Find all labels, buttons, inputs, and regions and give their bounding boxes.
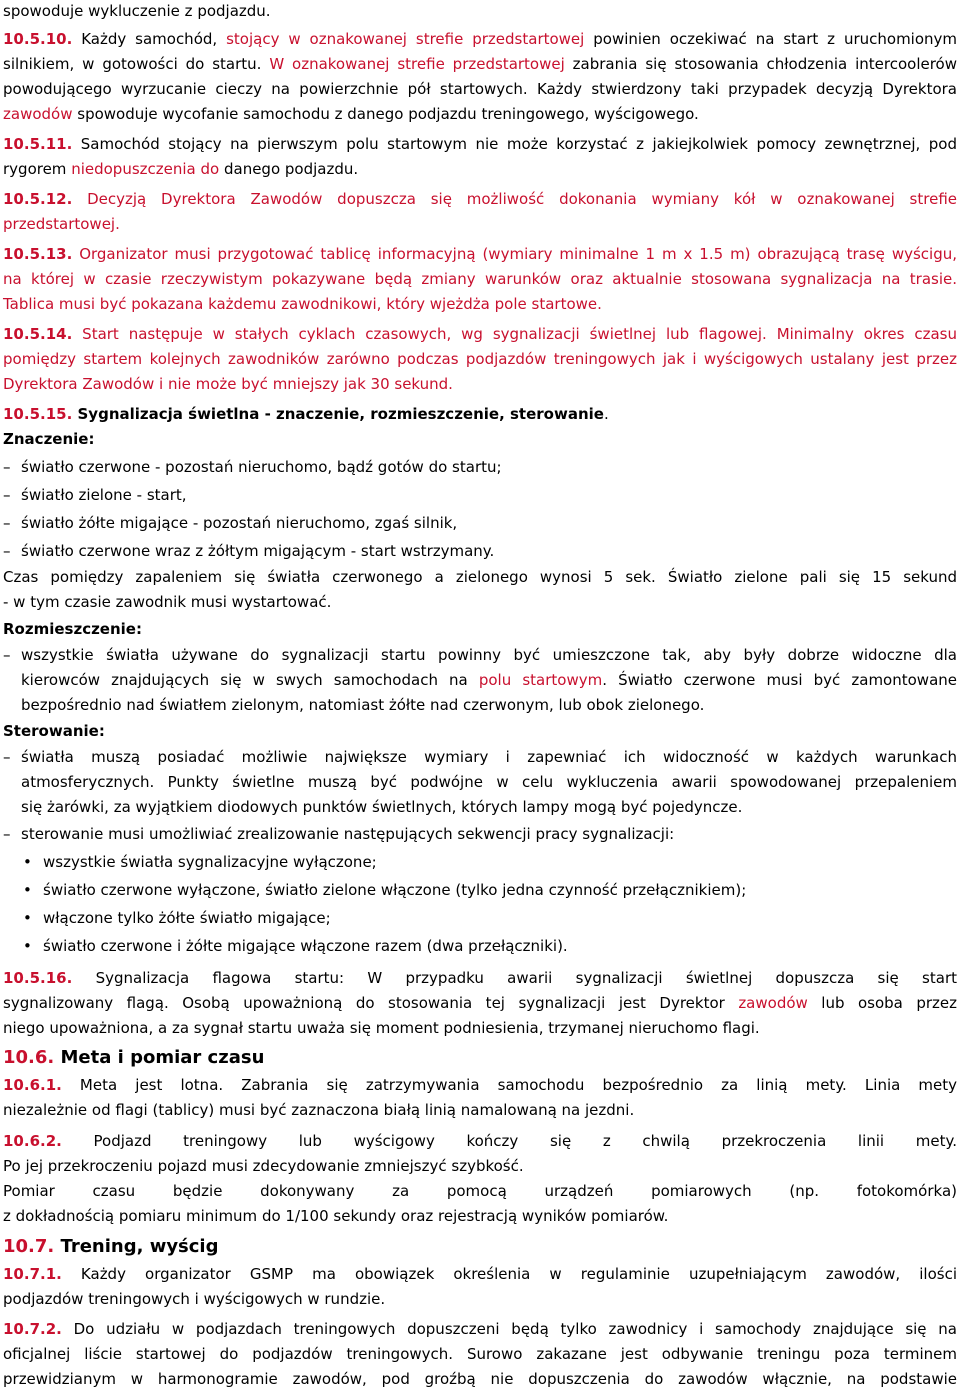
text: przewidzianym w harmonogramie zawodów, pod groźbą nie dopuszczenia do zawodów włącznie, na podstawie — [3, 1370, 957, 1388]
list-item — [3, 485, 957, 505]
section-number: 10.5.12. — [3, 190, 73, 208]
text: Czas pomiędzy zapaleniem się światła czerwonego a zielonego wynosi 5 sek. Światło zielone pali się 15 sekund — [3, 568, 957, 586]
text-red: Organizator musi przygotować tablicę informacyjną (wymiary minimalne 1 m x 1 — [72, 245, 709, 263]
text-line — [21, 695, 957, 715]
subheading: Znaczenie: — [3, 430, 95, 448]
list-item — [3, 645, 957, 665]
section-number: 10.5.16. — [3, 969, 73, 987]
text: Sygnalizacja flagowa startu: W przypadku awarii sygnalizacji świetlnej dopuszcza się start — [72, 969, 957, 987]
text-red: pomiędzy startem kolejnych zawodników zarówno podczas podjazdów treningowych jak i wyścigowych ustalany jest przez — [3, 350, 957, 368]
text: Pomiar czasu będzie dokonywany za pomocą urządzeń pomiarowych (np. fotokomórka) — [3, 1182, 957, 1200]
list-item — [23, 936, 957, 956]
paragraph-10-5-13 — [3, 244, 957, 264]
text: z dokładnością pomiaru minimum do 1/100 sekundy oraz rejestracją wyników pomiarów. — [3, 1207, 669, 1225]
text: spowoduje wycofanie samochodu z danego podjazdu treningowego, wyścigowego. — [72, 105, 699, 123]
text-line — [3, 1156, 957, 1176]
text: bezpośrednio nad światłem zielonym, natomiast żółte nad czerwonym, lub obok zielonego. — [21, 696, 705, 714]
section-number: 10.6.1. — [3, 1076, 62, 1094]
text: rygorem — [3, 160, 72, 178]
bullet-icon: • — [23, 909, 32, 927]
section-number: 10.7.2. — [3, 1320, 62, 1338]
text: sterowanie musi umożliwiać zrealizowanie następujących sekwencji pracy sygnalizacji: — [21, 825, 675, 843]
text: się żarówki, za wyjątkiem diodowych punktów świetlnych, których lampy mogą być pojedyncze. — [21, 798, 743, 816]
text-red: .5 m) obrazującą trasę wyścigu, — [708, 245, 957, 263]
text: danego podjazdu. — [219, 160, 359, 178]
text: niego upoważniona, a za sygnał startu uważa się moment podniesienia, trzymanej nieruchomo flagi. — [3, 1019, 760, 1037]
list-item — [23, 852, 957, 872]
section-number: 10.5.10. — [3, 30, 73, 48]
list-item — [23, 880, 957, 900]
section-number: 10.5.14. — [3, 325, 73, 343]
list-item — [3, 541, 957, 561]
dash-icon: – — [3, 646, 11, 664]
text-red: Tablica musi być pokazana każdemu zawodnikowi, który wjeżdża pole startowe. — [3, 295, 602, 313]
dash-icon: – — [3, 458, 11, 476]
text: . — [603, 405, 609, 423]
text-red: Decyzją Dyrektora Zawodów dopuszcza się możliwość dokonania wymiany kół w oznakowanej strefie — [72, 190, 957, 208]
subheading-znaczenie — [3, 429, 957, 449]
text-line — [21, 772, 957, 792]
text-red: zawodów — [738, 994, 808, 1012]
text: światła muszą posiadać możliwie największe wymiary i zapewniać ich widoczność w każdych warunkach — [21, 748, 957, 766]
list-item — [3, 513, 957, 533]
text: światło zielone - start, — [21, 486, 187, 504]
text: światło żółte migające - pozostań nieruchomo, zgaś silnik, — [21, 514, 458, 532]
text-line — [3, 592, 957, 612]
paragraph-10-5-11 — [3, 134, 957, 154]
text-line — [3, 1018, 957, 1038]
text-line — [3, 1344, 957, 1364]
text: . Światło czerwone musi być zamontowane — [602, 671, 957, 689]
paragraph-10-7-1 — [3, 1264, 957, 1284]
list-item — [23, 908, 957, 928]
text: powinien oczekiwać na start z uruchomionym — [584, 30, 958, 48]
text-line — [3, 269, 957, 289]
paragraph-10-5-16 — [3, 968, 957, 988]
bullet-icon: • — [23, 881, 32, 899]
text: Każdy organizator GSMP ma obowiązek określenia w regulaminie uzupełniającym zawodów, ilości — [61, 1265, 957, 1283]
text: spowoduje wykluczenie z podjazdu. — [3, 2, 271, 20]
section-number: 10.5.11. — [3, 135, 73, 153]
text-line — [21, 670, 957, 690]
text: silnikiem, w gotowości do startu. — [3, 55, 262, 73]
text: niezależnie od flagi (tablicy) musi być zaznaczona białą linią namalowaną na jezdni. — [3, 1101, 635, 1119]
text: zabrania się stosowania chłodzenia intercoolerów — [564, 55, 957, 73]
text-line — [3, 104, 957, 124]
paragraph-10-6-1 — [3, 1075, 957, 1095]
text: powodującego wyrzucanie cieczy na powierzchnie pół startowych. Każdy stwierdzony taki przypadek decyzją Dyrektora — [3, 80, 957, 98]
text-red: Start następuje w stałych cyklach czasowych, wg sygnalizacji świetlnej lub flagowej. Minimalny okres czasu — [72, 325, 957, 343]
text-line — [3, 1289, 957, 1309]
text-line — [3, 54, 957, 74]
text: Podjazd treningowy lub wyścigowy kończy się z chwilą przekroczenia linii mety. — [61, 1132, 957, 1150]
text: kierowców znajdujących się w swych samochodach na — [21, 671, 479, 689]
paragraph-10-5-14 — [3, 324, 957, 344]
text: włączone tylko żółte światło migające; — [43, 909, 331, 927]
text: Po jej przekroczeniu pojazd musi zdecydowanie zmniejszyć szybkość. — [3, 1157, 524, 1175]
paragraph-10-5-10 — [3, 29, 957, 49]
subheading-sterowanie — [3, 721, 957, 741]
text-red: przedstartowej. — [3, 215, 120, 233]
text: - w tym czasie zawodnik musi wystartować. — [3, 593, 332, 611]
text-line — [3, 1181, 957, 1201]
text-line — [3, 1, 957, 21]
list-item — [3, 824, 957, 844]
text-red: niedopuszczenia do — [71, 160, 220, 178]
text: atmosferycznych. Punkty świetlne muszą być podwójne w celu wykluczenia awarii spowodowanej przepaleniem — [21, 773, 957, 791]
text-line — [3, 1100, 957, 1120]
text: światło czerwone wyłączone, światło zielone włączone (tylko jedna czynność przełącznikiem); — [43, 881, 747, 899]
text: światło czerwone - pozostań nieruchomo, bądź gotów do startu; — [21, 458, 502, 476]
dash-icon: – — [3, 825, 11, 843]
section-number: 10.7. — [3, 1236, 55, 1257]
list-item — [3, 747, 957, 767]
text-line — [3, 294, 957, 314]
heading-10-5-15 — [3, 404, 957, 424]
text: wszystkie światła używane do sygnalizacji startu powinny być umieszczone tak, aby były dobrze widoczne dla — [21, 646, 957, 664]
list-item — [3, 457, 957, 477]
paragraph-10-5-12 — [3, 189, 957, 209]
text: podjazdów treningowych i wyścigowych w rundzie. — [3, 1290, 386, 1308]
text-line — [3, 374, 957, 394]
text-red: W oznakowanej strefie przedstartowej — [261, 55, 565, 73]
text: Meta jest lotna. Zabrania się zatrzymywania samochodu bezpośrednio za linią mety. Linia mety — [61, 1076, 957, 1094]
text: sygnalizowany flagą. Osobą upoważnioną do stosowania tej sygnalizacji jest Dyrektor — [3, 994, 739, 1012]
text: Do udziału w podjazdach treningowych dopuszczeni będą tylko zawodnicy i samochody znajdujące się na — [61, 1320, 957, 1338]
heading-10-7 — [3, 1236, 957, 1258]
subheading: Sterowanie: — [3, 722, 105, 740]
section-title: Meta i pomiar czasu — [54, 1047, 265, 1068]
subheading-rozmieszczenie — [3, 619, 957, 639]
section-title: Sygnalizacja świetlna - znaczenie, rozmieszczenie, sterowanie — [72, 405, 604, 423]
text-red: polu startowym — [478, 671, 603, 689]
bullet-icon: • — [23, 937, 32, 955]
dash-icon: – — [3, 748, 11, 766]
text-line — [3, 993, 957, 1013]
text-line — [21, 797, 957, 817]
text-red: Dyrektora Zawodów i nie może być mniejszy jak 30 sekund. — [3, 375, 453, 393]
text-red: zawodów — [3, 105, 73, 123]
text-line — [3, 214, 957, 234]
section-number: 10.6. — [3, 1047, 55, 1068]
section-number: 10.7.1. — [3, 1265, 62, 1283]
text-line — [3, 159, 957, 179]
text-line — [3, 349, 957, 369]
dash-icon: – — [3, 514, 11, 532]
text-red: na której w czasie rzeczywistym pokazywane będą zmiany warunków oraz aktualnie stosowana sygnalizacja na trasie. — [3, 270, 957, 288]
text-line — [3, 1369, 957, 1389]
text-line — [3, 79, 957, 99]
text: wszystkie światła sygnalizacyjne wyłączone; — [43, 853, 377, 871]
paragraph-10-6-2 — [3, 1131, 957, 1151]
text-line — [3, 567, 957, 587]
text: światło czerwone wraz z żółtym migającym - start wstrzymany. — [21, 542, 495, 560]
section-number: 10.5.13. — [3, 245, 73, 263]
text: lub osoba przez — [807, 994, 958, 1012]
text: światło czerwone i żółte migające włączone razem (dwa przełączniki). — [43, 937, 568, 955]
section-number: 10.6.2. — [3, 1132, 62, 1150]
subheading: Rozmieszczenie: — [3, 620, 142, 638]
section-title: Trening, wyścig — [54, 1236, 219, 1257]
text-red: stojący w oznakowanej strefie przedstartowej — [217, 30, 585, 48]
text: Każdy samochód, — [72, 30, 218, 48]
section-number: 10.5.15. — [3, 405, 73, 423]
bullet-icon: • — [23, 853, 32, 871]
text-line — [3, 1206, 957, 1226]
text: Samochód stojący na pierwszym polu startowym nie może korzystać z jakiejkolwiek pomocy zewnętrznej, pod — [72, 135, 957, 153]
dash-icon: – — [3, 486, 11, 504]
text: oficjalnej liście startowej do podjazdów treningowych. Surowo zakazane jest odbywanie treningu poza terminem — [3, 1345, 957, 1363]
dash-icon: – — [3, 542, 11, 560]
paragraph-10-7-2 — [3, 1319, 957, 1339]
heading-10-6 — [3, 1047, 957, 1069]
